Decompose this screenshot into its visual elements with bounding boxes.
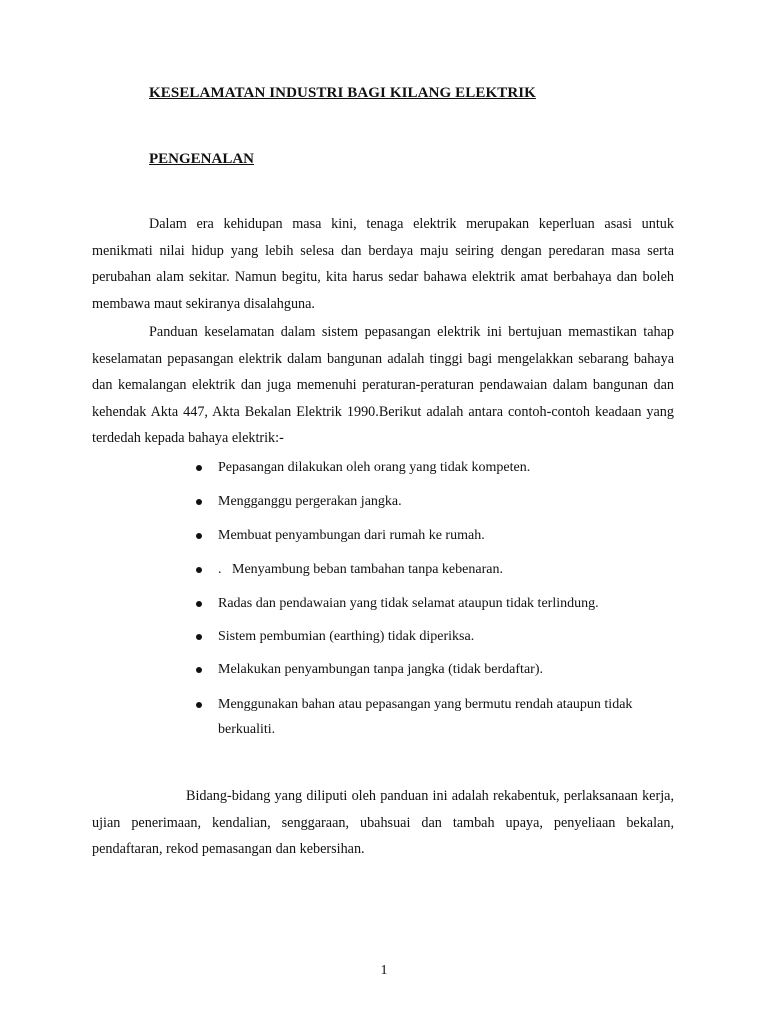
- bullet-icon: [196, 465, 202, 471]
- list-item: [192, 455, 530, 480]
- list-item-text: Membuat penyambungan dari rumah ke rumah.: [218, 528, 485, 543]
- bullet-icon: [196, 499, 202, 505]
- list-item-text: Mengganggu pergerakan jangka.: [218, 494, 402, 509]
- intro-paragraph: Dalam era kehidupan masa kini, tenaga elektrik merupakan keperluan asasi untuk menikmati nilai hidup yang lebih selesa dan berdaya maju seiring dengan peredaran masa serta perubahan alam sekitar. Namun begitu, kita harus sedar bahawa elektrik amat berbahaya dan boleh membawa maut sekiranya disalahguna.: [92, 216, 674, 312]
- list-item: [192, 657, 543, 682]
- list-item-text: Pepasangan dilakukan oleh orang yang tidak kompeten.: [218, 460, 531, 475]
- guide-paragraph: Panduan keselamatan dalam sistem pepasangan elektrik ini bertujuan memastikan tahap keselamatan pepasangan elektrik dalam bangunan adalah tinggi bagi mengelakkan sebarang bahaya dan kemalangan elektrik dan juga memenuhi peraturan-peraturan pendawaian dalam bangunan dan kehendak Akta 447, Akta Bekalan Elektrik 1990.Berikut adalah antara contoh-contoh keadaan yang terdedah kepada bahaya elektrik:-: [92, 324, 674, 446]
- list-item-text: Sistem pembumian (earthing) tidak diperiksa.: [218, 629, 475, 644]
- list-item-text: Menggunakan bahan atau pepasangan yang bermutu rendah ataupun tidak berkualiti.: [218, 697, 633, 737]
- list-item: [192, 591, 599, 616]
- bullet-icon: [196, 533, 202, 539]
- bullet-icon: [196, 667, 202, 673]
- scope-paragraph: Bidang-bidang yang diliputi oleh panduan ini adalah rekabentuk, perlaksanaan kerja, ujian penerimaan, kendalian, senggaraan, ubahsuai dan tambah upaya, penyeliaan bekalan, pendaftaran, rekod pemasangan dan kebersihan.: [92, 788, 674, 857]
- list-item-text: . Menyambung beban tambahan tanpa kebenaran.: [218, 562, 503, 577]
- list-item-text: Radas dan pendawaian yang tidak selamat ataupun tidak terlindung.: [218, 596, 599, 611]
- list-item: [192, 557, 503, 582]
- bullet-icon: [196, 567, 202, 573]
- list-item: [192, 624, 474, 649]
- bullet-icon: [196, 634, 202, 640]
- list-item: [192, 489, 402, 514]
- bullet-icon: [196, 702, 202, 708]
- list-item: [192, 692, 658, 742]
- list-item: [192, 523, 485, 548]
- section-heading: PENGENALAN: [149, 151, 255, 167]
- bullet-icon: [196, 601, 202, 607]
- list-item-text: Melakukan penyambungan tanpa jangka (tidak berdaftar).: [218, 662, 543, 677]
- document-title: KESELAMATAN INDUSTRI BAGI KILANG ELEKTRIK: [149, 85, 536, 101]
- page-number: 1: [380, 963, 388, 978]
